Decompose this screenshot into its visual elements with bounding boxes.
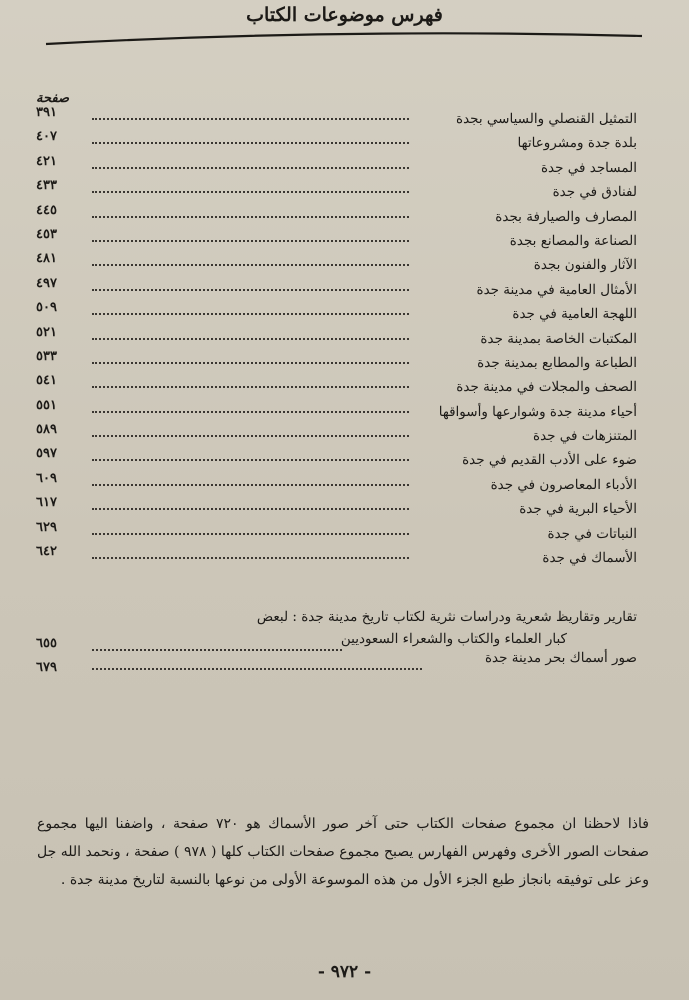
toc-last-entry-title: صور أسماك بحر مدينة جدة: [484, 650, 637, 666]
toc-entry-page: ٥٠٩: [36, 300, 57, 316]
toc-row: [0, 153, 689, 181]
toc-entry-title: الصحف والمجلات في مدينة جدة: [456, 379, 637, 396]
toc-entry-page: ٣٩١: [36, 105, 57, 120]
toc-entry-title: النباتات في جدة: [547, 525, 637, 542]
toc-entry-title: الأسماك في جدة: [542, 550, 637, 567]
toc-entry-page: ٤٥٣: [36, 226, 57, 242]
toc-entry-title: الآثار والفنون بجدة: [533, 257, 637, 274]
toc-entry-page: ٥٨٩: [36, 422, 57, 438]
toc-entry-title: الأدباء المعاصرون في جدة: [490, 476, 637, 493]
toc-entry-title: المساجد في جدة: [540, 159, 637, 176]
toc-entry-title: أحياء مدينة جدة وشوارعها وأسواقها: [438, 403, 637, 420]
leader-dots: [92, 303, 409, 315]
toc-row: [0, 422, 689, 449]
leader-dots: [92, 254, 409, 266]
toc-entry-page: ٦٠٩: [36, 470, 57, 486]
leader-dots: [92, 206, 409, 218]
leader-dots: [92, 376, 409, 388]
toc-entry-page: ٥٣٣: [36, 348, 57, 364]
toc-row: [0, 470, 689, 498]
toc-row: [0, 275, 689, 303]
toc-entry-title: اللهجة العامية في جدة: [512, 306, 637, 323]
leader-dots: [92, 498, 409, 510]
toc-row: [0, 178, 689, 205]
leader-dots: [92, 157, 409, 169]
toc-entry-page: ٤٩٧: [36, 275, 57, 291]
toc-row: [0, 105, 689, 132]
toc-entry-page: ٥٩٧: [36, 446, 57, 462]
leader-dots: [92, 132, 409, 144]
leader-dots: [92, 523, 409, 535]
leader-dots: [92, 449, 409, 461]
toc-entry-page: ٤٠٧: [36, 129, 57, 145]
toc-entry-page: ٦٤٢: [36, 544, 57, 560]
toc-row: [0, 544, 689, 571]
toc-entry-title: المتنزهات في جدة: [533, 428, 637, 445]
toc-row: [0, 129, 689, 156]
toc-entry-title: الصناعة والمصانع بجدة: [509, 232, 637, 249]
leader-dots: [92, 328, 409, 340]
toc-entry-page: ٤٨١: [36, 251, 57, 267]
toc-row: [0, 495, 689, 522]
toc-row: [0, 519, 689, 547]
toc-entry-page: ٤٢١: [36, 153, 57, 169]
toc-entry-page: ٥٥١: [36, 397, 57, 413]
leader-dots: [92, 181, 409, 193]
leader-dots: [92, 662, 422, 670]
toc-entry-title: الأمثال العامية في مدينة جدة: [476, 281, 637, 298]
toc-wrapped-line-1: تقارير وتقاريظ شعرية ودراسات نثرية لكتاب تاريخ مدينة جدة : لبعض: [256, 609, 637, 625]
leader-dots: [92, 230, 409, 242]
toc-row: [0, 226, 689, 254]
toc-entry-page: ٤٤٥: [36, 202, 57, 218]
leader-dots: [92, 425, 409, 437]
leader-dots: [92, 547, 409, 559]
toc-entry-page: ٦١٧: [36, 495, 57, 511]
toc-entry-title: بلدة جدة ومشروعاتها: [517, 135, 637, 152]
toc-entry-title: الأحياء البرية في جدة: [519, 501, 637, 518]
toc-wrapped-page: ٦٥٥: [36, 636, 57, 651]
toc-row: [0, 348, 689, 376]
leader-dots: [92, 401, 409, 413]
toc-entry-title: المكتبات الخاصة بمدينة جدة: [480, 330, 637, 347]
toc-row: [0, 373, 689, 400]
leader-dots: [92, 279, 409, 291]
toc-last-entry-page: ٦٧٩: [36, 660, 57, 675]
toc-entry-title: ضوء على الأدب القديم في جدة: [462, 452, 637, 469]
toc-entry-page: ٤٣٣: [36, 178, 57, 194]
toc-entry-page: ٦٢٩: [36, 519, 57, 535]
toc-row: [0, 324, 689, 352]
leader-dots: [92, 474, 409, 486]
toc-entry-title: لفنادق في جدة: [552, 184, 637, 201]
toc-entry-title: التمثيل القنصلي والسياسي بجدة: [456, 111, 637, 127]
leader-dots: [92, 352, 409, 364]
closing-note: فاذا لاحظنا ان مجموع صفحات الكتاب حتى آخر صور الأسماك هو ٧٢٠ صفحة ، واضفنا اليها مجموع صفحات الصور الأخرى وفهرس الفهارس يصبح مجموع صفحات الكتاب كلها ( ٩٧٨ ) صفحة ، ونحمد الله جل وعز على توفيقه بانجاز طبع الجزء الأول من هذه الموسوعة الأولى من نوعها بالنسبة لتاريخ مدينة جدة .: [37, 816, 650, 888]
toc-entry-title: الطباعة والمطابع بمدينة جدة: [477, 354, 637, 371]
page-number: - ٩٧٢ -: [317, 962, 372, 982]
toc-entry-page: ٥٤١: [36, 373, 57, 389]
toc-row: [0, 397, 689, 425]
toc-row: [0, 202, 689, 230]
toc-row: [0, 446, 689, 473]
header-rule: [44, 30, 644, 48]
leader-dots: [92, 643, 342, 651]
toc-row: [0, 251, 689, 278]
toc-entry-title: المصارف والصيارفة بجدة: [495, 208, 637, 225]
toc-row: [0, 300, 689, 327]
toc-wrapped-line-2: كبار العلماء والكتاب والشعراء السعوديين: [340, 631, 567, 647]
leader-dots: [92, 108, 409, 120]
page-header-title: فهرس موضوعات الكتاب: [246, 4, 443, 26]
page-column-label: صفحة: [36, 91, 69, 106]
toc-entry-page: ٥٢١: [36, 324, 57, 340]
toc-list: [0, 105, 689, 571]
